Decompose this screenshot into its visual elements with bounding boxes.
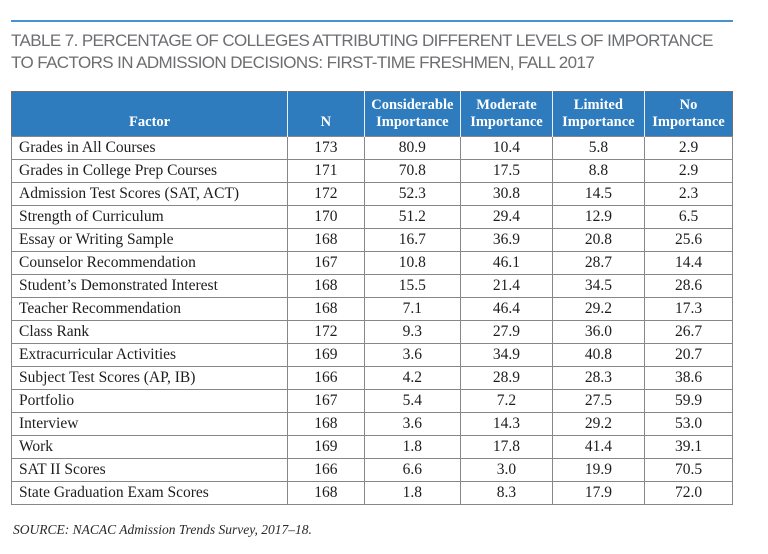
- factor-cell: Student’s Demonstrated Interest: [12, 275, 288, 298]
- value-cell: 25.6: [645, 229, 733, 252]
- value-cell: 166: [288, 459, 364, 482]
- table-row: [12, 206, 733, 229]
- value-cell: 5.8: [552, 137, 644, 160]
- admissions-factors-table: [11, 91, 733, 505]
- table-row: [12, 459, 733, 482]
- table-row: [12, 413, 733, 436]
- factor-cell: Grades in All Courses: [12, 137, 288, 160]
- value-cell: 34.5: [552, 275, 644, 298]
- value-cell: 6.5: [645, 206, 733, 229]
- value-cell: 169: [288, 344, 364, 367]
- value-cell: 59.9: [645, 390, 733, 413]
- value-cell: 173: [288, 137, 364, 160]
- value-cell: 17.3: [645, 298, 733, 321]
- value-cell: 7.1: [364, 298, 461, 321]
- table-row: [12, 436, 733, 459]
- value-cell: 36.0: [552, 321, 644, 344]
- column-header-no-importance: No Importance: [645, 92, 733, 137]
- value-cell: 53.0: [645, 413, 733, 436]
- value-cell: 30.8: [461, 183, 553, 206]
- header-row: [12, 92, 733, 137]
- table-title-line-1: TABLE 7. PERCENTAGE OF COLLEGES ATTRIBUTING DIFFERENT LEVELS OF IMPORTANCE: [11, 31, 713, 50]
- value-cell: 168: [288, 275, 364, 298]
- table-row: [12, 183, 733, 206]
- value-cell: 169: [288, 436, 364, 459]
- value-cell: 171: [288, 160, 364, 183]
- value-cell: 7.2: [461, 390, 553, 413]
- table-header: [12, 92, 733, 137]
- value-cell: 26.7: [645, 321, 733, 344]
- value-cell: 17.8: [461, 436, 553, 459]
- value-cell: 29.2: [552, 298, 644, 321]
- value-cell: 46.1: [461, 252, 553, 275]
- factor-cell: Essay or Writing Sample: [12, 229, 288, 252]
- factor-cell: Extracurricular Activities: [12, 344, 288, 367]
- value-cell: 4.2: [364, 367, 461, 390]
- value-cell: 2.3: [645, 183, 733, 206]
- value-cell: 52.3: [364, 183, 461, 206]
- value-cell: 41.4: [552, 436, 644, 459]
- value-cell: 51.2: [364, 206, 461, 229]
- factor-cell: Work: [12, 436, 288, 459]
- source-note: SOURCE: NACAC Admission Trends Survey, 2017–18.: [13, 522, 312, 537]
- value-cell: 72.0: [645, 482, 733, 505]
- value-cell: 38.6: [645, 367, 733, 390]
- value-cell: 6.6: [364, 459, 461, 482]
- table-row: [12, 344, 733, 367]
- value-cell: 168: [288, 298, 364, 321]
- factor-cell: Strength of Curriculum: [12, 206, 288, 229]
- value-cell: 27.9: [461, 321, 553, 344]
- value-cell: 167: [288, 252, 364, 275]
- table-row: [12, 137, 733, 160]
- value-cell: 2.9: [645, 137, 733, 160]
- value-cell: 168: [288, 482, 364, 505]
- factor-cell: Counselor Recommendation: [12, 252, 288, 275]
- value-cell: 29.2: [552, 413, 644, 436]
- value-cell: 20.8: [552, 229, 644, 252]
- table-row: [12, 298, 733, 321]
- value-cell: 17.5: [461, 160, 553, 183]
- value-cell: 10.8: [364, 252, 461, 275]
- table-row: [12, 482, 733, 505]
- value-cell: 170: [288, 206, 364, 229]
- factor-cell: Teacher Recommendation: [12, 298, 288, 321]
- column-header-moderate-importance: Moderate Importance: [461, 92, 553, 137]
- value-cell: 20.7: [645, 344, 733, 367]
- value-cell: 10.4: [461, 137, 553, 160]
- value-cell: 80.9: [364, 137, 461, 160]
- value-cell: 21.4: [461, 275, 553, 298]
- factor-cell: Subject Test Scores (AP, IB): [12, 367, 288, 390]
- factor-cell: Interview: [12, 413, 288, 436]
- table-row: [12, 367, 733, 390]
- table-row: [12, 321, 733, 344]
- table-row: [12, 390, 733, 413]
- value-cell: 8.3: [461, 482, 553, 505]
- top-rule-divider: [11, 20, 733, 22]
- value-cell: 36.9: [461, 229, 553, 252]
- value-cell: 172: [288, 183, 364, 206]
- value-cell: 28.6: [645, 275, 733, 298]
- factor-cell: Admission Test Scores (SAT, ACT): [12, 183, 288, 206]
- value-cell: 3.0: [461, 459, 553, 482]
- value-cell: 46.4: [461, 298, 553, 321]
- value-cell: 168: [288, 229, 364, 252]
- column-header-considerable-importance: Considerable Importance: [364, 92, 461, 137]
- value-cell: 34.9: [461, 344, 553, 367]
- value-cell: 17.9: [552, 482, 644, 505]
- value-cell: 39.1: [645, 436, 733, 459]
- table-title-line-2: TO FACTORS IN ADMISSION DECISIONS: FIRST-TIME FRESHMEN, FALL 2017: [11, 53, 595, 72]
- value-cell: 5.4: [364, 390, 461, 413]
- value-cell: 3.6: [364, 413, 461, 436]
- value-cell: 166: [288, 367, 364, 390]
- value-cell: 168: [288, 413, 364, 436]
- value-cell: 1.8: [364, 436, 461, 459]
- value-cell: 28.3: [552, 367, 644, 390]
- value-cell: 15.5: [364, 275, 461, 298]
- factor-cell: Portfolio: [12, 390, 288, 413]
- content-area: [11, 20, 733, 538]
- factor-cell: SAT II Scores: [12, 459, 288, 482]
- table-row: [12, 229, 733, 252]
- value-cell: 28.7: [552, 252, 644, 275]
- value-cell: 9.3: [364, 321, 461, 344]
- value-cell: 28.9: [461, 367, 553, 390]
- value-cell: 14.5: [552, 183, 644, 206]
- value-cell: 14.3: [461, 413, 553, 436]
- value-cell: 16.7: [364, 229, 461, 252]
- value-cell: 40.8: [552, 344, 644, 367]
- value-cell: 14.4: [645, 252, 733, 275]
- table-row: [12, 160, 733, 183]
- column-header-n: N: [288, 92, 364, 137]
- value-cell: 172: [288, 321, 364, 344]
- value-cell: 2.9: [645, 160, 733, 183]
- value-cell: 12.9: [552, 206, 644, 229]
- table-row: [12, 275, 733, 298]
- value-cell: 27.5: [552, 390, 644, 413]
- table-row: [12, 252, 733, 275]
- value-cell: 1.8: [364, 482, 461, 505]
- column-header-factor: Factor: [12, 92, 288, 137]
- value-cell: 70.8: [364, 160, 461, 183]
- value-cell: 3.6: [364, 344, 461, 367]
- factor-cell: State Graduation Exam Scores: [12, 482, 288, 505]
- value-cell: 19.9: [552, 459, 644, 482]
- value-cell: 167: [288, 390, 364, 413]
- column-header-limited-importance: Limited Importance: [552, 92, 644, 137]
- factor-cell: Class Rank: [12, 321, 288, 344]
- value-cell: 70.5: [645, 459, 733, 482]
- value-cell: 29.4: [461, 206, 553, 229]
- value-cell: 8.8: [552, 160, 644, 183]
- table-body: [12, 137, 733, 505]
- factor-cell: Grades in College Prep Courses: [12, 160, 288, 183]
